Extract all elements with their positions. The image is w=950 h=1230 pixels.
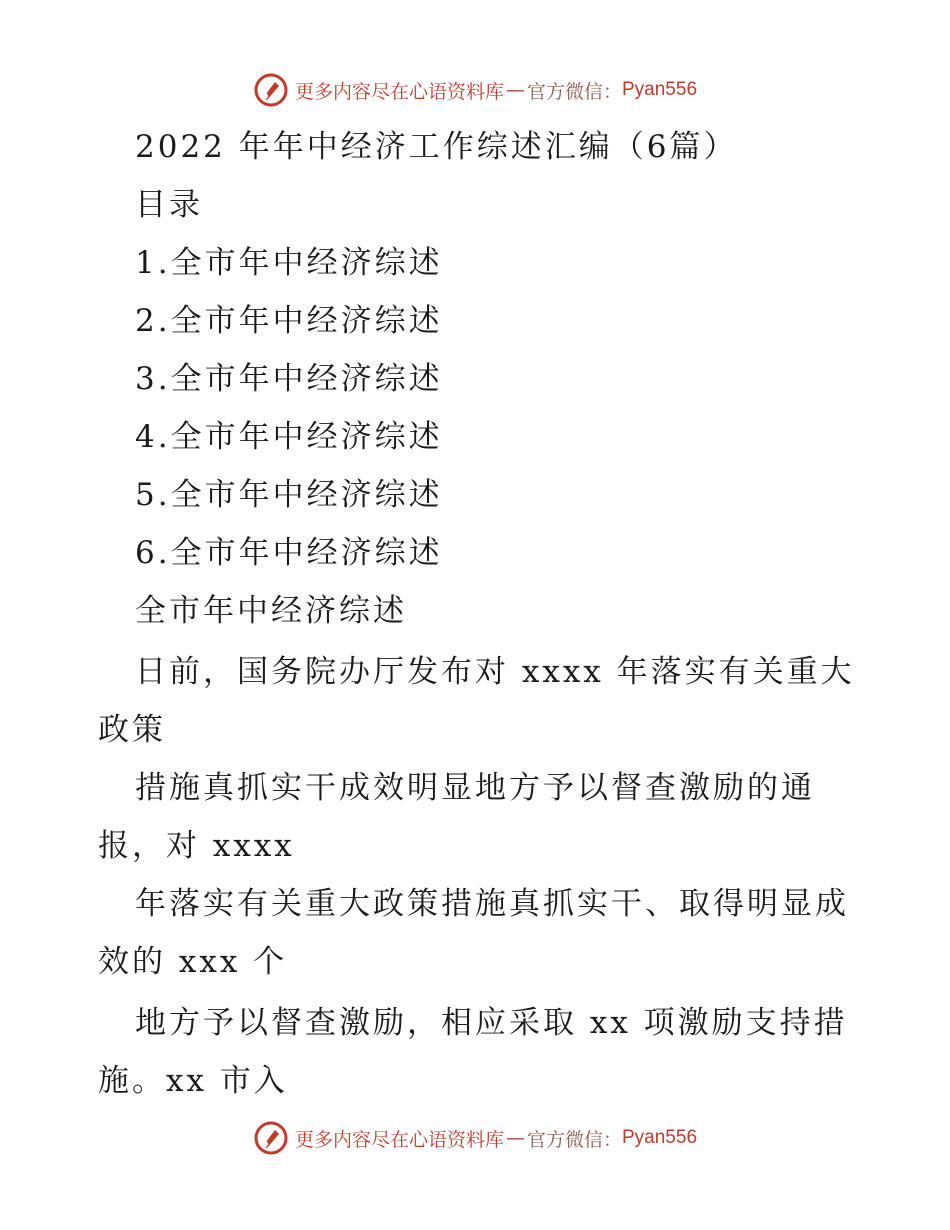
pen-logo-icon — [253, 1120, 289, 1156]
body-line: 措施真抓实干成效明显地方予以督查激励的通 — [135, 770, 815, 806]
body-line: 年落实有关重大政策措施真抓实干、取得明显成 — [135, 886, 849, 922]
toc-item: 6.全市年中经济综述 — [135, 535, 443, 571]
promo-text: 更多内容尽在心语资料库 — [294, 1128, 504, 1151]
wechat-id: Pyan556 — [622, 1127, 698, 1148]
footer-banner — [0, 1118, 950, 1158]
section-title: 全市年中经济综述 — [135, 593, 407, 629]
toc-heading: 目录 — [135, 187, 203, 223]
body-line: 效的 xxx 个 — [98, 944, 288, 980]
wechat-label: 官方微信： — [526, 1128, 622, 1151]
header-banner — [0, 70, 950, 110]
wechat-label: 官方微信： — [526, 80, 622, 103]
body-line: 报，对 xxxx — [98, 828, 295, 864]
toc-item: 1.全市年中经济综述 — [135, 245, 443, 281]
toc-item: 3.全市年中经济综述 — [135, 361, 443, 397]
banner-dash: — — [505, 1127, 525, 1149]
body-line: 施。xx 市入 — [98, 1063, 288, 1099]
body-line: 日前，国务院办厅发布对 xxxx 年落实有关重大 — [135, 654, 855, 690]
wechat-id: Pyan556 — [622, 79, 698, 100]
toc-item: 2.全市年中经济综述 — [135, 303, 443, 339]
body-line: 地方予以督查激励，相应采取 xx 项激励支持措 — [135, 1005, 848, 1041]
pen-logo-icon — [253, 72, 289, 108]
banner-dash: — — [505, 79, 525, 101]
promo-text: 更多内容尽在心语资料库 — [294, 80, 504, 103]
body-line: 政策 — [98, 712, 166, 748]
toc-item: 5.全市年中经济综述 — [135, 477, 443, 513]
toc-item: 4.全市年中经济综述 — [135, 419, 443, 455]
document-title: 2022 年年中经济工作综述汇编（6篇） — [135, 129, 738, 165]
